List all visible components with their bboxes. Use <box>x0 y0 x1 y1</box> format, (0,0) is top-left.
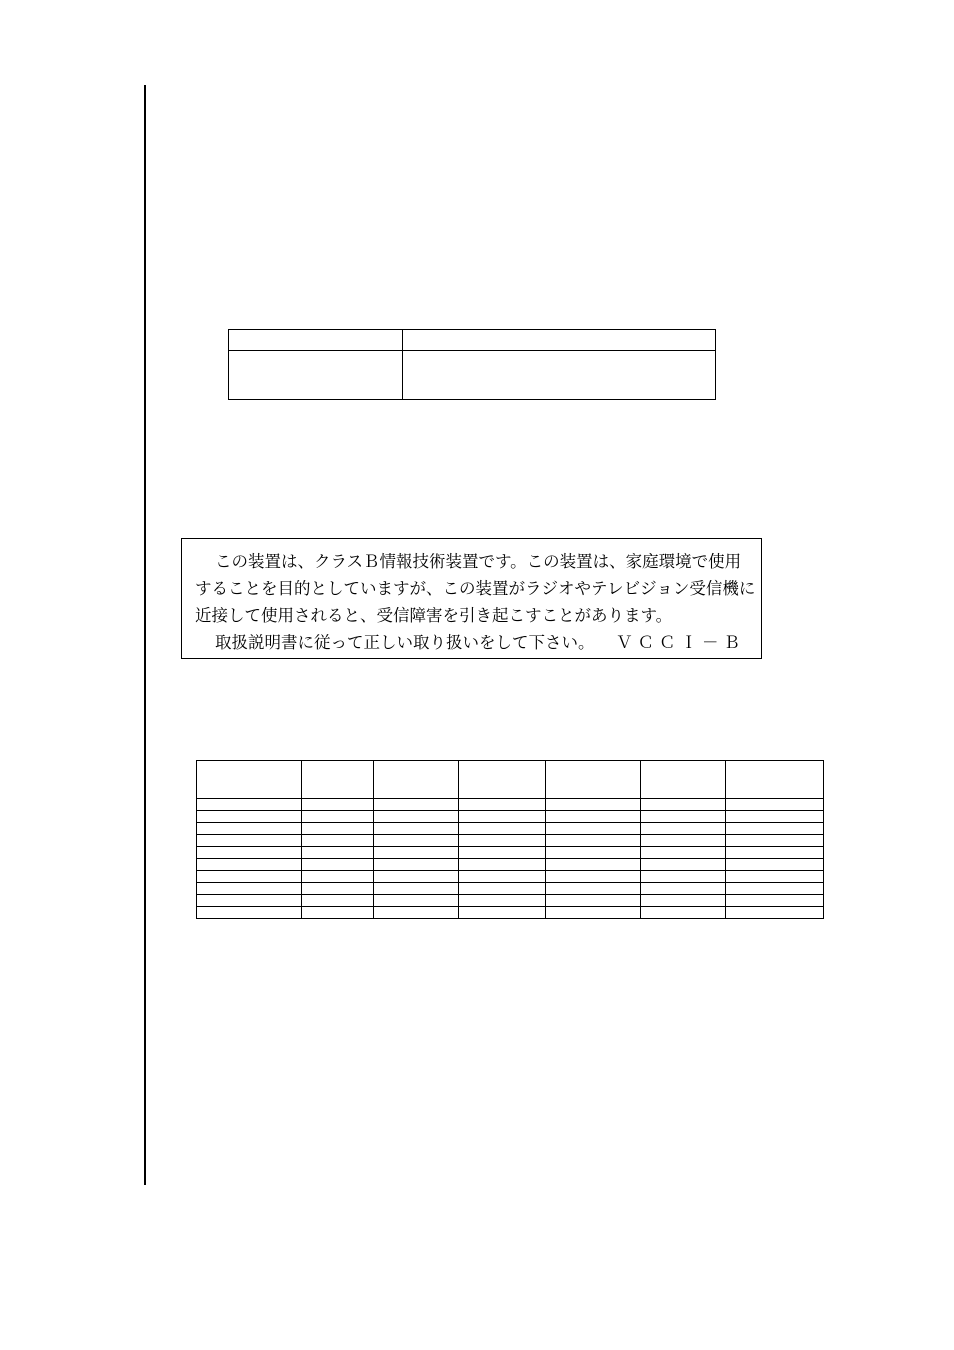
table-cell <box>641 907 726 919</box>
table-row <box>197 835 824 847</box>
table-cell <box>302 823 374 835</box>
table-cell <box>459 907 546 919</box>
table-cell <box>641 871 726 883</box>
notice-line-1: この装置は、クラスＢ情報技術装置です。この装置は、家庭環境で使用 <box>215 552 742 571</box>
table-cell <box>374 811 459 823</box>
table-cell <box>641 895 726 907</box>
table-cell <box>641 847 726 859</box>
table-cell <box>459 835 546 847</box>
table-cell <box>374 859 459 871</box>
table-cell <box>641 859 726 871</box>
table-cell <box>302 883 374 895</box>
vcci-class-label: ＶＣＣＩ－Ｂ <box>616 633 745 652</box>
table-cell <box>459 883 546 895</box>
table-cell <box>197 847 302 859</box>
table-body <box>197 799 824 919</box>
table-cell <box>403 330 716 351</box>
notice-line-3: 近接して使用されると、受信障害を引き起こすことがあります。 <box>195 606 673 625</box>
table-cell <box>546 895 641 907</box>
table-cell <box>197 823 302 835</box>
table-cell <box>197 895 302 907</box>
table-cell <box>726 859 824 871</box>
notice-line-2: することを目的としていますが、この装置がラジオやテレビジョン受信機に <box>195 579 756 598</box>
table-cell <box>459 895 546 907</box>
table-cell <box>546 799 641 811</box>
table-header-row <box>197 761 824 799</box>
table-cell <box>459 823 546 835</box>
table-cell <box>302 799 374 811</box>
table-cell <box>726 847 824 859</box>
table-cell <box>726 895 824 907</box>
table-cell <box>726 907 824 919</box>
table-cell <box>641 835 726 847</box>
info-table <box>228 329 716 400</box>
table-cell <box>641 823 726 835</box>
table-cell <box>546 847 641 859</box>
table-row <box>197 847 824 859</box>
table-cell <box>374 799 459 811</box>
table-cell <box>374 835 459 847</box>
table-cell <box>302 895 374 907</box>
table-cell <box>546 871 641 883</box>
table-row <box>197 883 824 895</box>
column-header <box>374 761 459 799</box>
table-cell <box>726 811 824 823</box>
table-cell <box>229 330 403 351</box>
table-row <box>197 895 824 907</box>
table-row <box>197 823 824 835</box>
table-row <box>229 351 716 400</box>
table-cell <box>459 847 546 859</box>
table-cell <box>459 799 546 811</box>
table-cell <box>197 883 302 895</box>
table-cell <box>546 883 641 895</box>
column-header <box>459 761 546 799</box>
table-cell <box>403 351 716 400</box>
table-cell <box>302 907 374 919</box>
column-header <box>546 761 641 799</box>
spec-grid-table <box>196 760 824 919</box>
table-row <box>229 330 716 351</box>
table-row <box>197 811 824 823</box>
table-cell <box>726 799 824 811</box>
table-cell <box>374 907 459 919</box>
table-cell <box>374 895 459 907</box>
table-cell <box>229 351 403 400</box>
column-header <box>197 761 302 799</box>
table-cell <box>302 835 374 847</box>
table-cell <box>302 847 374 859</box>
table-cell <box>459 811 546 823</box>
table-cell <box>302 871 374 883</box>
table-cell <box>641 811 726 823</box>
table-cell <box>374 823 459 835</box>
table-row <box>197 871 824 883</box>
table-cell <box>546 823 641 835</box>
table-cell <box>546 859 641 871</box>
table-cell <box>641 883 726 895</box>
table-cell <box>197 811 302 823</box>
column-header <box>641 761 726 799</box>
table-cell <box>374 847 459 859</box>
table-cell <box>374 883 459 895</box>
table-cell <box>302 811 374 823</box>
notice-line-4: 取扱説明書に従って正しい取り扱いをして下さい。 <box>215 633 595 652</box>
table-cell <box>546 835 641 847</box>
table-cell <box>641 799 726 811</box>
table-cell <box>197 835 302 847</box>
table-cell <box>197 907 302 919</box>
table-cell <box>459 859 546 871</box>
table-row <box>197 799 824 811</box>
table-cell <box>197 799 302 811</box>
table-cell <box>726 871 824 883</box>
table-cell <box>546 811 641 823</box>
table-cell <box>302 859 374 871</box>
table-cell <box>197 859 302 871</box>
table-row <box>197 907 824 919</box>
table-cell <box>459 871 546 883</box>
table-cell <box>726 823 824 835</box>
column-header <box>726 761 824 799</box>
table-cell <box>726 835 824 847</box>
table-cell <box>197 871 302 883</box>
table-cell <box>546 907 641 919</box>
page-margin-rule <box>144 85 146 1185</box>
table-row <box>197 859 824 871</box>
table-cell <box>374 871 459 883</box>
column-header <box>302 761 374 799</box>
vcci-notice-box <box>181 538 762 659</box>
table-cell <box>726 883 824 895</box>
